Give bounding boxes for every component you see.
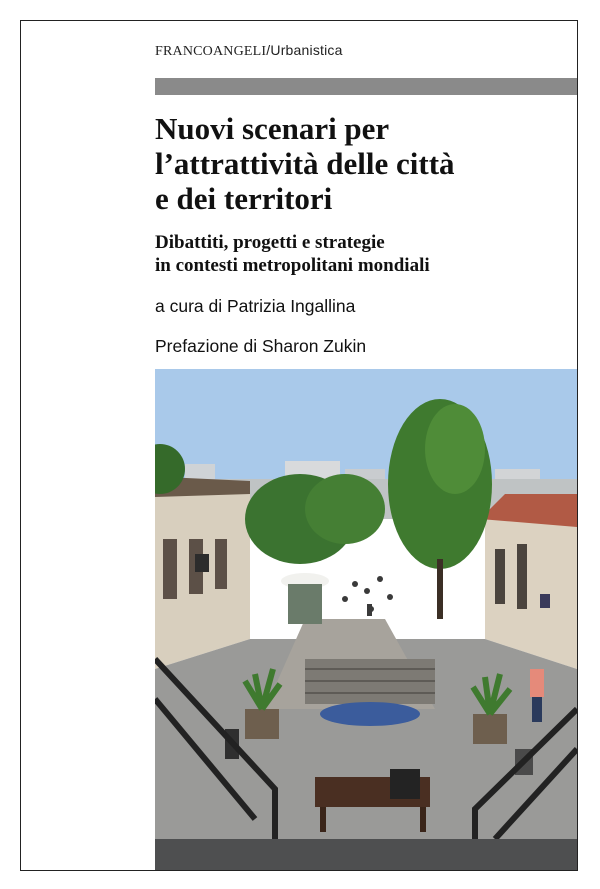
title-line-2: l’attrattività delle città — [155, 146, 455, 181]
publisher-name: FRANCOANGELI — [155, 44, 267, 59]
book-title — [155, 111, 570, 216]
foreground-shadow — [155, 839, 577, 870]
subtitle-line-2: in contesti metropolitani mondiali — [155, 255, 430, 276]
grey-band — [155, 78, 577, 95]
title-line-1: Nuovi scenari per — [155, 111, 390, 146]
series-name: /Urbanistica — [266, 42, 343, 58]
title-line-3: e dei territori — [155, 181, 333, 216]
city-square-illustration — [155, 369, 577, 870]
cover-photo — [155, 369, 577, 870]
steps — [305, 659, 435, 726]
crowd — [342, 576, 393, 616]
preface-credit: Prefazione di Sharon Zukin — [155, 336, 367, 356]
kiosk — [281, 573, 329, 624]
subtitle-line-1: Dibattiti, progetti e strategie — [155, 232, 385, 253]
publisher-line — [155, 42, 343, 60]
editor-credit: a cura di Patrizia Ingallina — [155, 296, 356, 316]
book-cover — [20, 20, 578, 871]
book-subtitle — [155, 231, 570, 277]
left-building — [155, 477, 250, 669]
